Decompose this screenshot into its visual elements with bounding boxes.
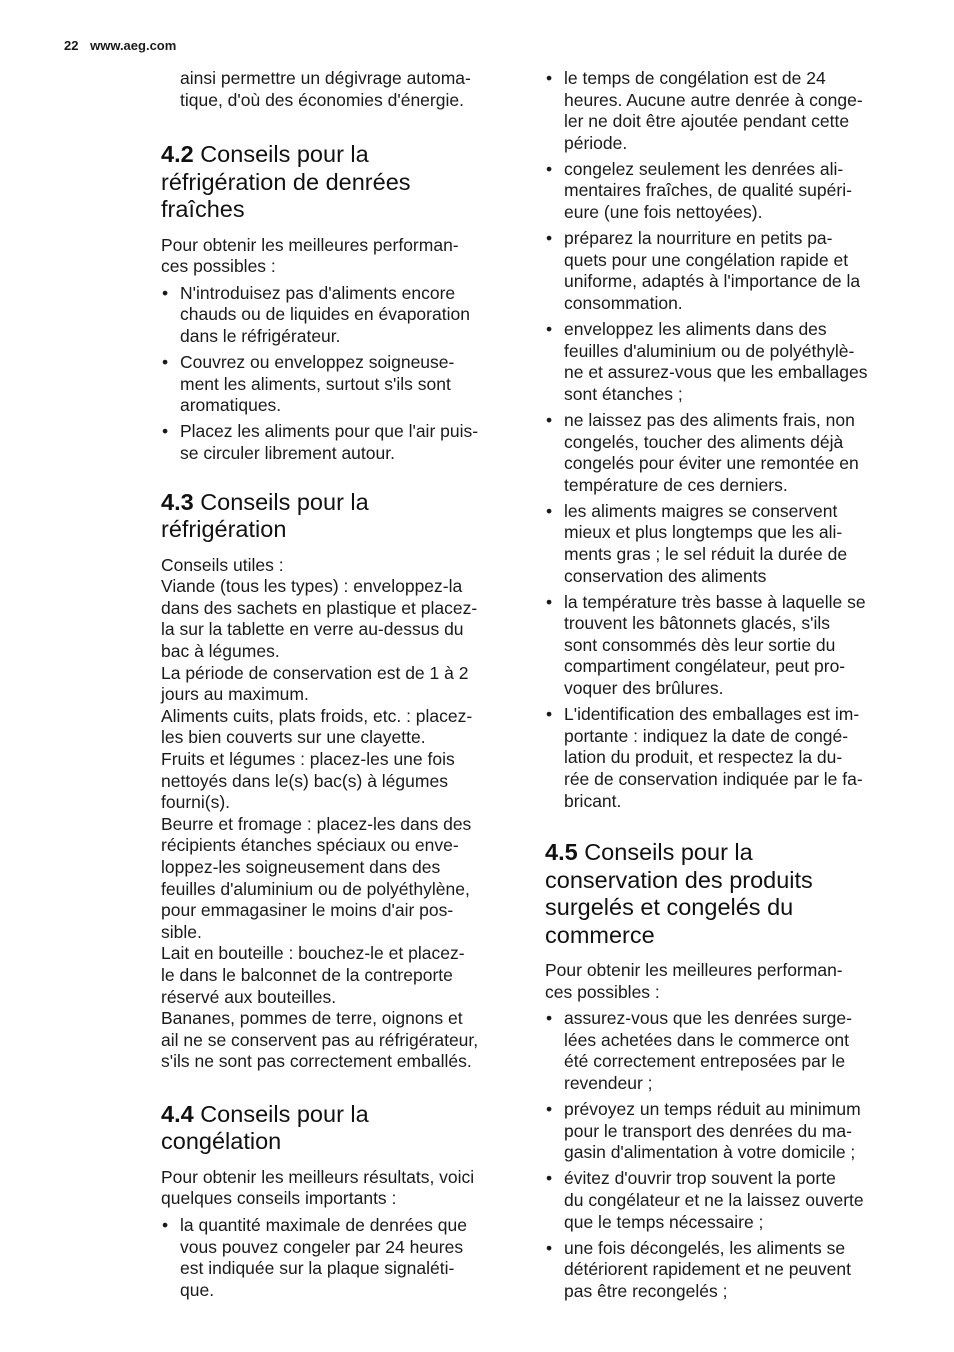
section-4-2-list xyxy=(161,283,511,465)
page-number: 22 xyxy=(64,38,79,53)
list-item: • préparez la nourriture en petits pa- quets pour une congélation rapide et uniforme, adaptés à l'importance de la consommation. xyxy=(546,228,861,313)
list-item: • congelez seulement les denrées ali- mentaires fraîches, de qualité supéri- eure (une fois nettoyées). xyxy=(546,158,852,223)
list-item: • ne laissez pas des aliments frais, non congelés, toucher des aliments déjà congelés pour éviter une remontée en température de ces derniers. xyxy=(546,409,859,495)
section-4-5-heading: 4.5 Conseils pour la conservation des produits surgelés et congelés du commerce xyxy=(545,839,813,948)
list-item: • le temps de congélation est de 24 heures. Aucune autre denrée à conge- ler ne doit être ajoutée pendant cette période. xyxy=(546,68,863,153)
list-item: • les aliments maigres se conservent mieux et plus longtemps que les ali- ments gras ; le sel réduit la durée de conservation des aliments xyxy=(546,500,848,586)
list-item: • Placez les aliments pour que l'air puis- se circuler librement autour. xyxy=(162,421,479,464)
left-column xyxy=(161,68,511,1306)
continuation-text: ainsi permettre un dégivrage automa- tique, d'où des économies d'énergie. xyxy=(180,68,471,110)
list-item: • une fois décongelés, les aliments se détériorent rapidement et ne peuvent pas être recongelés ; xyxy=(546,1237,851,1301)
section-4-5-intro: Pour obtenir les meilleures performan- ces possibles : xyxy=(545,960,843,1002)
list-item: • enveloppez les aliments dans des feuilles d'aluminium ou de polyéthylè- ne et assurez-vous que les emballages sont étanches ; xyxy=(546,319,868,404)
page-header xyxy=(64,38,176,53)
list-item: • N'introduisez pas d'aliments encore chauds ou de liquides en évaporation dans le réfrigérateur. xyxy=(162,282,470,347)
freezing-tips-list xyxy=(545,68,900,812)
site-url: www.aeg.com xyxy=(90,38,177,53)
list-item: • Couvrez ou enveloppez soigneuse- ment les aliments, surtout s'ils sont aromatiques. xyxy=(162,352,455,416)
section-4-2-intro: Pour obtenir les meilleures performan- ces possibles : xyxy=(161,234,459,277)
list-item: • L'identification des emballages est im- portante : indiquez la date de congé- lation du produit, et respectez la du- rée de conservation indiquée par le fa- bricant. xyxy=(546,704,863,811)
section-4-4-list xyxy=(161,1215,511,1301)
list-item: • la quantité maximale de denrées que vous pouvez congeler par 24 heures est indiquée sur la plaque signaléti- que. xyxy=(162,1215,467,1300)
list-item: • la température très basse à laquelle se trouvent les bâtonnets glacés, s'ils sont consommés dès leur sortie du compartiment congélateur, peut pro- voquer des brûlures. xyxy=(546,591,866,699)
list-item: • assurez-vous que les denrées surge- lées achetées dans le commerce ont été correctement entreposées par le revendeur ; xyxy=(546,1008,852,1094)
right-column xyxy=(545,68,900,1307)
list-item: • prévoyez un temps réduit au minimum pour le transport des denrées du ma- gasin d'alimentation à votre domicile ; xyxy=(546,1099,861,1163)
section-4-4-heading: 4.4 Conseils pour la congélation xyxy=(161,1100,369,1155)
section-4-2-heading: 4.2 Conseils pour la réfrigération de denrées fraîches xyxy=(161,141,411,223)
section-4-5-list xyxy=(545,1008,900,1302)
section-4-3-heading: 4.3 Conseils pour la réfrigération xyxy=(161,488,369,543)
section-4-3-body: Conseils utiles : Viande (tous les types) : enveloppez-la dans des sachets en plastique et placez- la sur la tablette en verre au-dessus du bac à légumes. La période de conservation est de 1 à 2 jours au maximum. Aliments cuits, plats froids, etc. : placez- les bien couverts sur une clayette. Fruits et légumes : placez-les une fois nettoyés dans le(s) bac(s) à légumes fourni(s). Beurre et fromage : placez-les dans des récipients étanches spéciaux ou enve- loppez-les soigneusement dans des feuilles d'aluminium ou de polyéthylène, pour emmagasiner le moins d'air pos- sible. Lait en bouteille : bouchez-le et placez- le dans le balconnet de la contreporte réservé aux bouteilles. Bananes, pommes de terre, oignons et ail ne se conservent pas au réfrigérateur, s'ils ne sont pas correctement emballés. xyxy=(161,554,479,1072)
section-4-4-intro: Pour obtenir les meilleurs résultats, voici quelques conseils importants : xyxy=(161,1166,475,1209)
list-item: • évitez d'ouvrir trop souvent la porte du congélateur et ne la laissez ouverte que le temps nécessaire ; xyxy=(546,1168,864,1232)
